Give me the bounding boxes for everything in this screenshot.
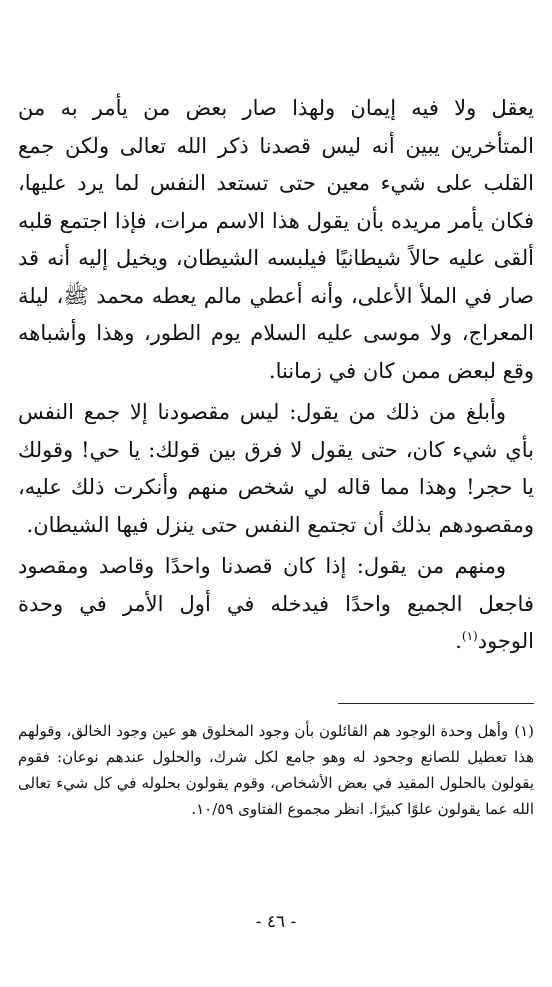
paragraph-3	[18, 548, 534, 661]
page-number: - ٤٦ -	[255, 912, 297, 932]
paragraph-3-text: ومنهم من يقول: إذا كان قصدنا واحدًا وقاصد ومقصود فاجعل الجميع واحدًا فيدخله في أول الأمر في وحدة الوجود	[18, 554, 534, 653]
paragraph-2: وأبلغ من ذلك من يقول: ليس مقصودنا إلا جمع النفس بأي شيء كان، حتى يقول لا فرق بين قولك: يا حي! وقولك يا حجر! وهذا مما قاله لي شخص منهم وأنكرت ذلك عليه، ومقصودهم بذلك أن تجتمع النفس حتى ينزل فيها الشيطان.	[18, 400, 534, 537]
footnote	[18, 718, 534, 822]
footnote-text: وأهل وحدة الوجود هم القائلون بأن وجود المخلوق هو عين وجود الخالق، وقولهم هذا تعطيل للصانع وجحود له وهو جامع لكل شرك، والحلول عندهم نوعان: فقوم يقولون بالحلول المقيد في بعض الأشخاص، وقوم يقولون بحلوله في كل شيء تعالى الله عما يقولون علوًا كبيرًا. انظر مجموع الفتاوى ١٠/٥٩.	[18, 722, 534, 818]
paragraph-1: يعقل ولا فيه إيمان ولهذا صار بعض من يأمر به من المتأخرين يبين أنه ليس قصدنا ذكر الله تعالى ولكن جمع القلب على شيء معين حتى تستعد النفس لما يرد عليها، فكان يأمر مريده بأن يقول هذا الاسم مرات، فإذا اجتمع قلبه ألقى عليه حالاً شيطانيًا فيلبسه الشيطان، ويخيل إليه أنه قد صار في الملأ الأعلى، وأنه أعطي مالم يعطه محمد ﷺ، ليلة المعراج، ولا موسى عليه السلام يوم الطور، وهذا وأشباهه وقع لبعض ممن كان في زماننا.	[18, 96, 534, 383]
main-text	[18, 90, 534, 661]
footnote-marker: (١)	[514, 722, 534, 740]
paragraph-3-end: .	[455, 629, 462, 653]
footnote-reference: (١)	[461, 629, 478, 643]
footnote-divider	[338, 703, 534, 704]
